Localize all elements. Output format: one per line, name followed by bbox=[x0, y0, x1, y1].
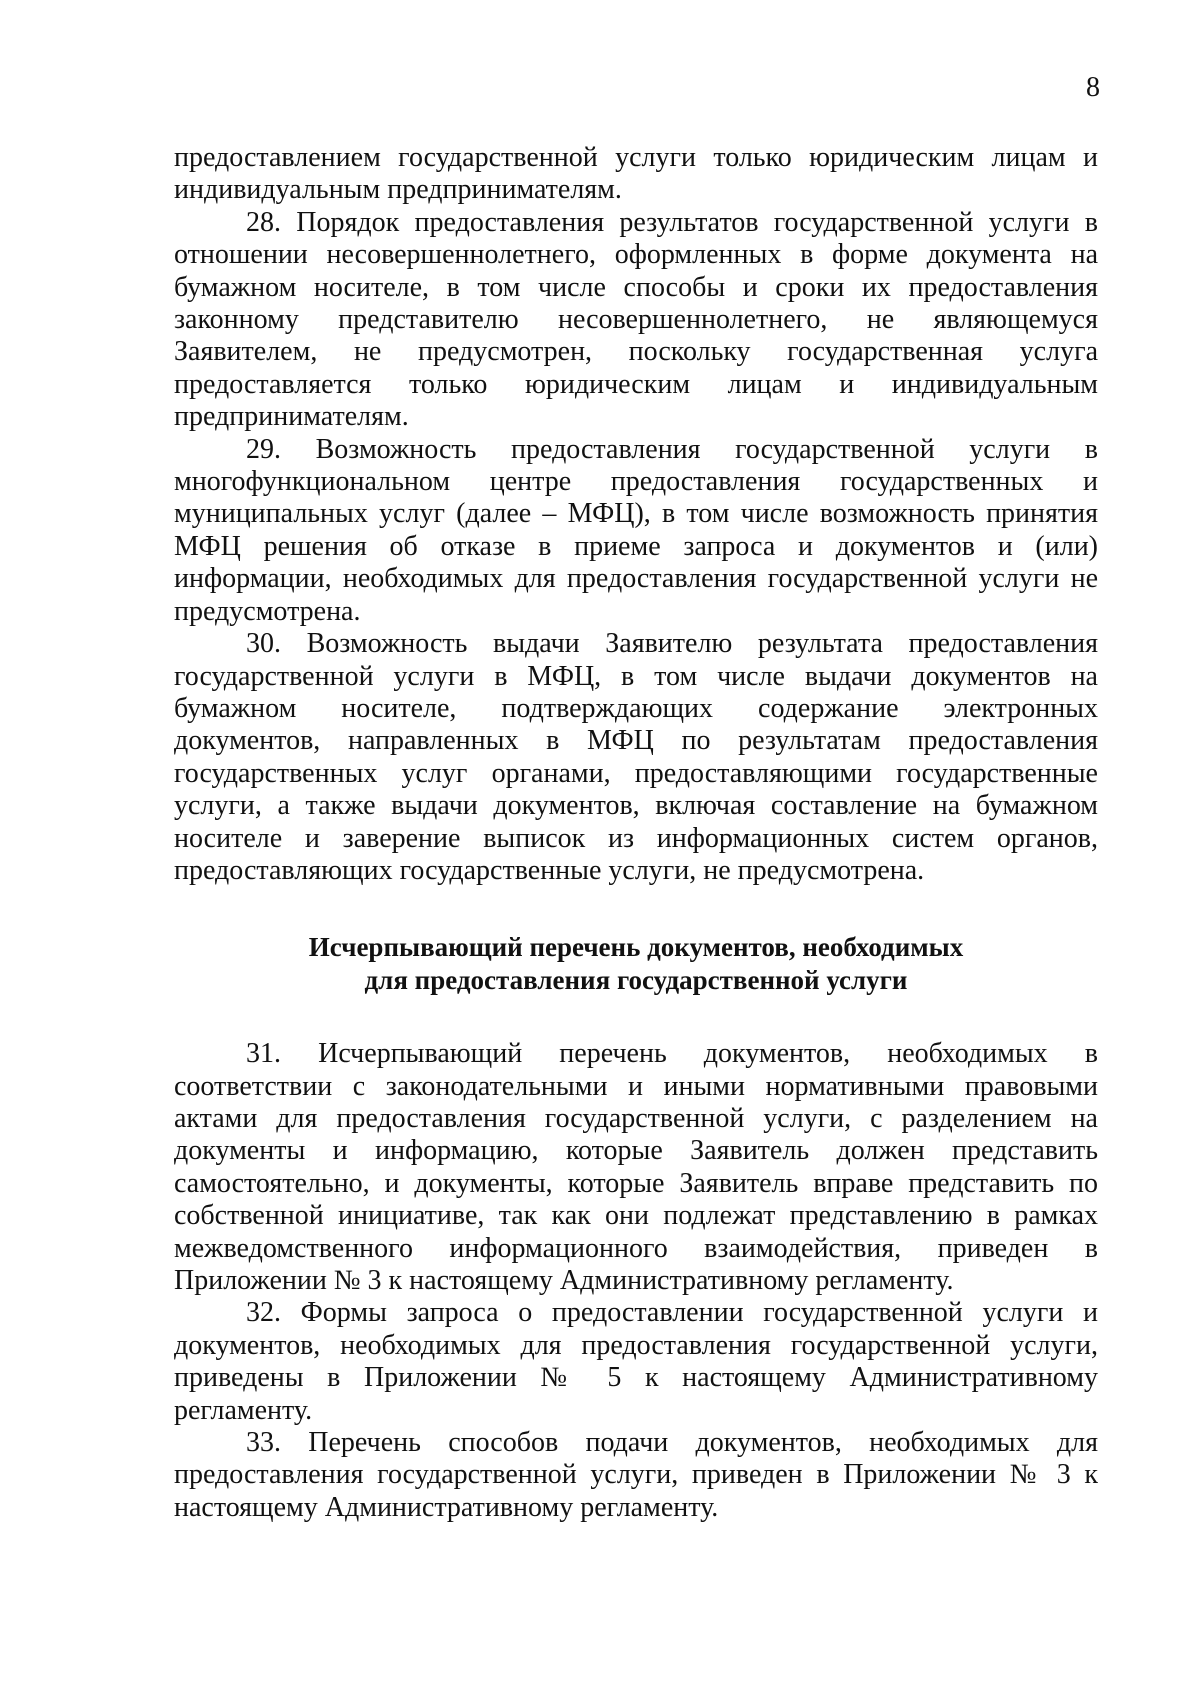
paragraph-30: 30. Возможность выдачи Заявителю результата предоставления государственной услуги в МФЦ, в том числе выдачи документов на бумажном носителе, подтверждающих содержание электронных документов, направленных в МФЦ по результатам предоставления государственных услуг органами, предоставляющими государственные услуги, а также выдачи документов, включая составление на бумажном носителе и заверение выписок из информационных систем органов, предоставляющих государственные услуги, не предусмотрена. bbox=[174, 628, 1098, 886]
paragraph-31: 31. Исчерпывающий перечень документов, необходимых в соответствии с законодательными и иными нормативными правовыми актами для предоставления государственной услуги, с разделением на документы и информацию, которые Заявитель должен представить самостоятельно, и документы, которые Заявитель вправе представить по собственной инициативе, так как они подлежат представлению в рамках межведомственного информационного взаимодействия, приведен в Приложении № 3 к настоящему Административному регламенту. bbox=[174, 1038, 1098, 1296]
section-heading bbox=[174, 931, 1098, 996]
page-number: 8 bbox=[1086, 72, 1100, 103]
paragraph-continuation: предоставлением государственной услуги только юридическим лицам и индивидуальным предпринимателям. bbox=[174, 142, 1098, 206]
paragraph-28: 28. Порядок предоставления результатов государственной услуги в отношении несовершеннолетнего, оформленных в форме документа на бумажном носителе, в том числе способы и сроки их предоставления законному представителю несовершеннолетнего, не являющемуся Заявителем, не предусмотрен, поскольку государственная услуга предоставляется только юридическим лицам и индивидуальным предпринимателям. bbox=[174, 206, 1098, 433]
section-heading-line-2: для предоставления государственной услуги bbox=[364, 964, 908, 995]
paragraph-29: 29. Возможность предоставления государственной услуги в многофункциональном центре предоставления государственных и муниципальных услуг (далее – МФЦ), в том числе возможность принятия МФЦ решения об отказе в приеме запроса и документов и (или) информации, необходимых для предоставления государственной услуги не предусмотрена. bbox=[174, 433, 1098, 627]
document-body bbox=[174, 142, 1098, 1524]
paragraph-32: 32. Формы запроса о предоставлении государственной услуги и документов, необходимых для предоставления государственной услуги, приведены в Приложении № 5 к настоящему Административному регламенту. bbox=[174, 1297, 1098, 1426]
paragraph-33: 33. Перечень способов подачи документов, необходимых для предоставления государственной услуги, приведен в Приложении № 3 к настоящему Административному регламенту. bbox=[174, 1427, 1098, 1523]
section-heading-line-1: Исчерпывающий перечень документов, необходимых bbox=[308, 932, 964, 963]
